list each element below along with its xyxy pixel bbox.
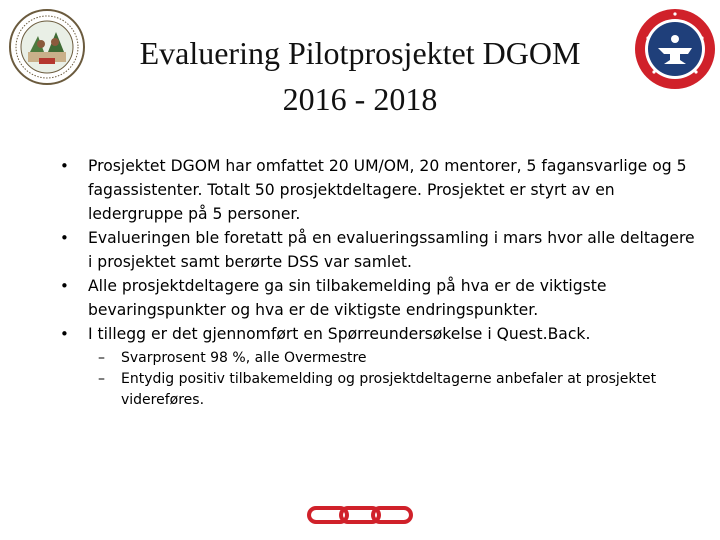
sub-bullet-text: Svarprosent 98 %, alle Overmestre — [121, 350, 367, 366]
bullet-text: I tillegg er det gjennomført en Spørreundersøkelse i Quest.Back. — [88, 325, 591, 343]
bullet-item — [60, 154, 700, 226]
sub-bullet-container — [60, 348, 700, 411]
sub-bullet-item — [60, 348, 700, 369]
bullet-item — [60, 274, 700, 322]
bullet-marker: • — [60, 157, 69, 175]
title-line-2: 2016 - 2018 — [282, 81, 438, 117]
sub-bullet-marker: – — [98, 350, 105, 366]
bullet-text: Evalueringen ble foretatt på en evalueringssamling i mars hvor alle deltagere i prosjektet samt berørte DSS var samlet. — [88, 229, 695, 271]
lodge-seal-emblem-icon — [8, 8, 86, 86]
bullet-item — [60, 322, 700, 346]
bullet-list — [60, 154, 700, 411]
sub-bullet-text: Entydig positiv tilbakemelding og prosjektdeltagerne anbefaler at prosjektet videreføres. — [121, 371, 657, 408]
bullet-text: Prosjektet DGOM har omfattet 20 UM/OM, 20 mentorer, 5 fagansvarlige og 5 fagassistenter. Totalt 50 prosjektdeltagere. Prosjektet er styrt av en ledergruppe på 5 personer. — [88, 157, 687, 223]
chain-links-icon — [306, 503, 414, 527]
odd-fellow-anvil-emblem-icon — [634, 8, 716, 90]
sub-bullet-marker: – — [98, 371, 105, 387]
bullet-item — [60, 226, 700, 274]
sub-bullet-list — [60, 348, 700, 411]
bullet-marker: • — [60, 325, 69, 343]
slide-title — [95, 30, 625, 122]
bullet-marker: • — [60, 229, 69, 247]
bullet-marker: • — [60, 277, 69, 295]
bullet-text: Alle prosjektdeltagere ga sin tilbakemelding på hva er de viktigste bevaringspunkter og hva er de viktigste endringspunkter. — [88, 277, 607, 319]
sub-bullet-item — [60, 369, 700, 411]
title-line-1: Evaluering Pilotprosjektet DGOM — [139, 35, 581, 71]
